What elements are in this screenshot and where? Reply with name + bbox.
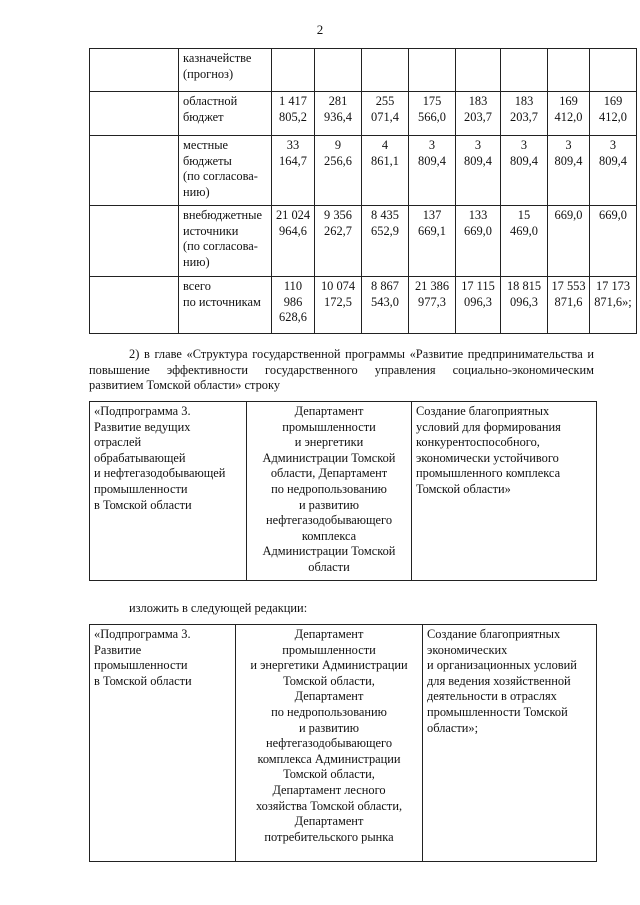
page-number: 2 [316, 22, 324, 37]
table-cell: 183 203,7 [501, 92, 548, 136]
table-cell: 3 809,4 [548, 136, 590, 206]
table-row [90, 206, 637, 277]
table-cell [362, 49, 409, 92]
table-row-label: областной бюджет [179, 92, 272, 136]
table-cell: 17 173 871,6»; [590, 277, 637, 334]
table-row [90, 49, 637, 92]
old-row-executors: Департамент промышленности и энергетики Администрации Томской области, Департамент по недропользованию и развитию нефтегазодобывающего комплекса Администрации Томской области [247, 402, 412, 581]
table-cell [590, 49, 637, 92]
table-cell: 10 074 172,5 [315, 277, 362, 334]
table-cell: 133 669,0 [456, 206, 501, 277]
table-cell: 669,0 [590, 206, 637, 277]
table-cell [272, 49, 315, 92]
table-row [90, 402, 597, 581]
table-row-label: внебюджетные источники (по согласова- нию) [179, 206, 272, 277]
table-cell [315, 49, 362, 92]
new-row-table [89, 624, 597, 862]
table-cell [456, 49, 501, 92]
table-cell: 9 256,6 [315, 136, 362, 206]
new-row-goal: Создание благоприятных экономических и организационных условий для ведения хозяйственной деятельности в отраслях промышленности Томской области»; [423, 625, 597, 862]
table-row-label: казначействе (прогноз) [179, 49, 272, 92]
table-cell [501, 49, 548, 92]
new-row-subprogram: «Подпрограмма 3. Развитие промышленности в Томской области [90, 625, 236, 862]
table-cell: 15 469,0 [501, 206, 548, 277]
old-row-subprogram: «Подпрограмма 3. Развитие ведущих отраслей обрабатывающей и нефтегазодобывающей промышленности в Томской области [90, 402, 247, 581]
table-cell-empty [90, 49, 179, 92]
table-cell-empty [90, 136, 179, 206]
table-cell: 3 809,4 [456, 136, 501, 206]
table-cell: 21 386 977,3 [409, 277, 456, 334]
paragraph-structure-change: 2) в главе «Структура государственной программы «Развитие предпринимательства и повышение эффективности государственного управления социально-экономическим развитием Томской области» строку [89, 347, 594, 393]
table-cell [548, 49, 590, 92]
table-cell: 21 024 964,6 [272, 206, 315, 277]
table-cell: 33 164,7 [272, 136, 315, 206]
table-cell: 3 809,4 [590, 136, 637, 206]
table-cell: 8 435 652,9 [362, 206, 409, 277]
table-cell: 175 566,0 [409, 92, 456, 136]
table-cell: 17 553 871,6 [548, 277, 590, 334]
table-row [90, 277, 637, 334]
table-cell-empty [90, 92, 179, 136]
table-row [90, 92, 637, 136]
budget-table-body [90, 49, 637, 334]
table-cell: 255 071,4 [362, 92, 409, 136]
table-row-label: всего по источникам [179, 277, 272, 334]
table-cell: 183 203,7 [456, 92, 501, 136]
table-cell: 169 412,0 [590, 92, 637, 136]
budget-table [89, 48, 637, 334]
table-cell: 110 986 628,6 [272, 277, 315, 334]
table-cell: 137 669,1 [409, 206, 456, 277]
table-cell: 169 412,0 [548, 92, 590, 136]
new-row-executors: Департамент промышленности и энергетики Администрации Томской области, Департамент по недропользованию и развитию нефтегазодобывающего комплекса Администрации Томской области, Департамент лесного хозяйства Томской области, Департамент потребительского рынка [236, 625, 423, 862]
table-cell: 281 936,4 [315, 92, 362, 136]
old-row-goal: Создание благоприятных условий для формирования конкурентоспособного, экономически устойчивого промышленного комплекса Томской области» [412, 402, 597, 581]
table-cell: 3 809,4 [409, 136, 456, 206]
paragraph-new-edition: изложить в следующей редакции: [129, 601, 308, 615]
table-cell: 3 809,4 [501, 136, 548, 206]
table-cell: 18 815 096,3 [501, 277, 548, 334]
table-cell: 669,0 [548, 206, 590, 277]
old-row-table [89, 401, 597, 581]
table-cell: 1 417 805,2 [272, 92, 315, 136]
table-row-label: местные бюджеты (по согласова- нию) [179, 136, 272, 206]
table-cell: 17 115 096,3 [456, 277, 501, 334]
table-row [90, 136, 637, 206]
table-cell: 9 356 262,7 [315, 206, 362, 277]
table-cell-empty [90, 277, 179, 334]
table-cell: 8 867 543,0 [362, 277, 409, 334]
table-cell [409, 49, 456, 92]
table-cell-empty [90, 206, 179, 277]
table-cell: 4 861,1 [362, 136, 409, 206]
table-row [90, 625, 597, 862]
